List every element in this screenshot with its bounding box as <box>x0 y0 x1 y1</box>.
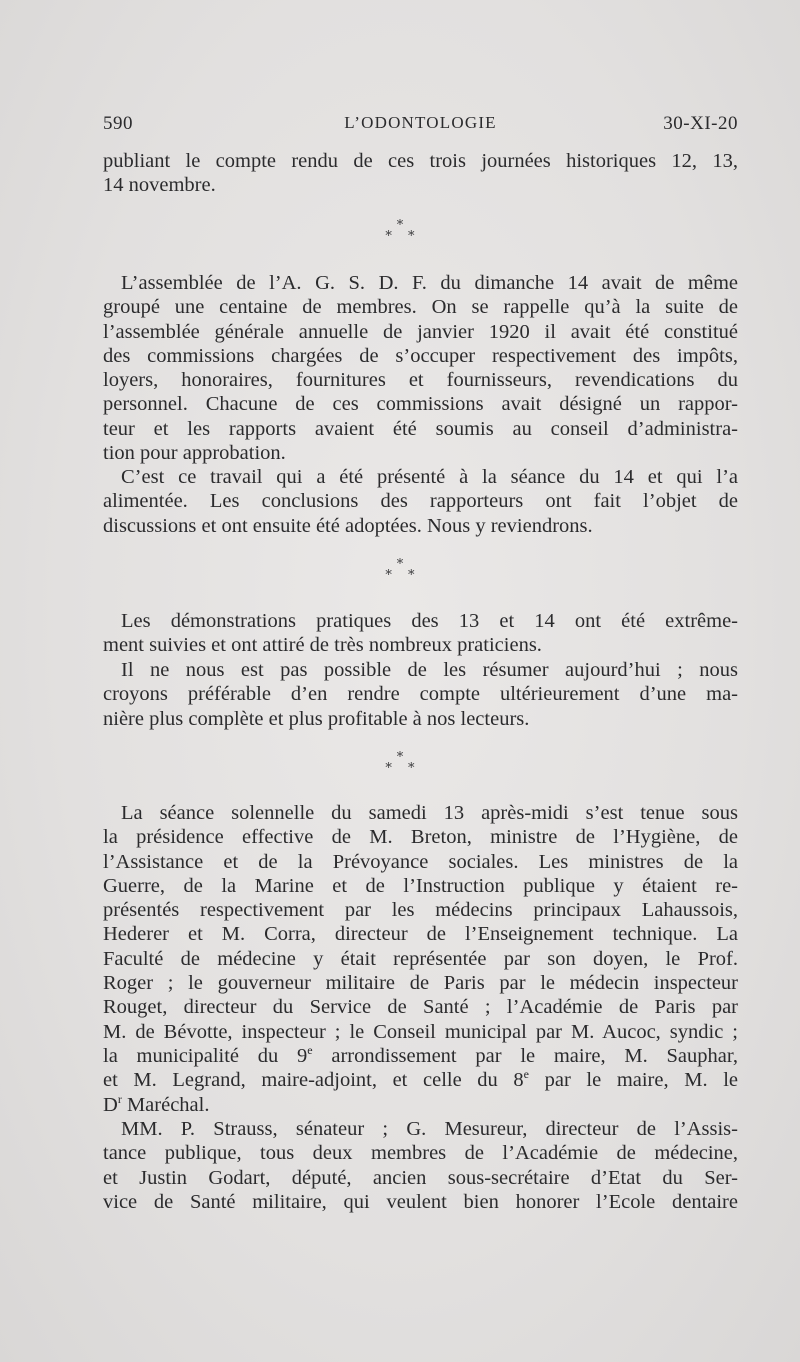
text-line: vice de Santé militaire, qui veulent bien honorer l’Ecole dentaire <box>103 1190 738 1213</box>
text-line: Faculté de médecine y était représentée par son doyen, le Prof. <box>103 947 738 970</box>
paragraph-agsdf-assembly <box>103 271 738 465</box>
text-line: groupé une centaine de membres. On se rappelle qu’à la suite de <box>103 296 738 319</box>
text-line: teur et les rapports avaient été soumis au conseil d’administra- <box>103 417 738 440</box>
paragraph-work-presented <box>103 465 738 538</box>
text-line: la municipalité du 9e arrondissement par le maire, M. Sauphar, <box>103 1043 739 1067</box>
text-line: ment suivies et ont attiré de très nombreux praticiens. <box>103 634 542 657</box>
text-line: M. de Bévotte, inspecteur ; le Conseil municipal par M. Aucoc, syndic ; <box>103 1020 738 1043</box>
text-line: 14 novembre. <box>103 174 216 197</box>
paragraph-summary-deferred <box>103 658 738 731</box>
page-number: 590 <box>103 113 133 134</box>
running-header <box>103 113 738 139</box>
text-line: et M. Legrand, maire-adjoint, et celle du 8e par le maire, M. le <box>103 1067 738 1092</box>
text-line: Hederer et M. Corra, directeur de l’Enseignement technique. La <box>103 923 738 946</box>
text-line: personnel. Chacune de ces commissions avait désigné un rappor- <box>103 393 738 416</box>
running-title: L’ODONTOLOGIE <box>344 113 497 132</box>
text-line: MM. P. Strauss, sénateur ; G. Mesureur, directeur de l’Assis- <box>121 1118 738 1140</box>
paragraph-solemn-session <box>103 801 738 1117</box>
text-line: croyons préférable d’en rendre compte ultérieurement d’une ma- <box>103 683 738 706</box>
text-line: Les démonstrations pratiques des 13 et 14 ont été extrême- <box>121 610 738 632</box>
text-line: L’assemblée de l’A. G. S. D. F. du dimanche 14 avait de même <box>121 272 738 294</box>
text-line: C’est ce travail qui a été présenté à la séance du 14 et qui l’a <box>121 466 738 488</box>
text-line: nière plus complète et plus profitable à nos lecteurs. <box>103 707 530 730</box>
issue-date: 30-XI-20 <box>663 113 738 134</box>
text-line: et Justin Godart, député, ancien sous-secrétaire d’Etat du Ser- <box>103 1166 738 1189</box>
text-line: Roger ; le gouverneur militaire de Paris par le médecin inspecteur <box>103 972 738 995</box>
text-line: l’assemblée générale annuelle de janvier 1920 il avait été constitué <box>103 320 738 343</box>
asterism-divider: * * * <box>385 750 421 776</box>
text-line: loyers, honoraires, fournitures et fournisseurs, revendications du <box>103 369 738 392</box>
text-line: discussions et ont ensuite été adoptées. Nous y reviendrons. <box>103 514 593 537</box>
asterism-divider: * * * <box>385 557 421 583</box>
text-line: Guerre, de la Marine et de l’Instruction publique y étaient re- <box>103 874 738 897</box>
text-line: La séance solennelle du samedi 13 après-midi s’est tenue sous <box>121 802 738 824</box>
paragraph-continuation <box>103 149 738 198</box>
text-line: Rouget, directeur du Service de Santé ; l’Académie de Paris par <box>103 996 738 1019</box>
text-line: $D^r$ Maréchal. <box>103 1091 210 1116</box>
asterism-divider: * * * <box>385 218 421 244</box>
text-line: alimentée. Les conclusions des rapporteurs ont fait l’objet de <box>103 490 738 513</box>
text-line: l’Assistance et de la Prévoyance sociales. Les ministres de la <box>103 850 738 873</box>
text-line: tance publique, tous deux membres de l’Académie de médecine, <box>103 1142 738 1165</box>
paragraph-guests <box>103 1117 738 1214</box>
paragraph-demonstrations <box>103 609 738 658</box>
text-line: Il ne nous est pas possible de les résumer aujourd’hui ; nous <box>121 659 738 681</box>
text-line: publiant le compte rendu de ces trois journées historiques 12, 13, <box>103 150 738 172</box>
text-line: présentés respectivement par les médecins principaux Lahaussois, <box>103 899 738 922</box>
text-line: la présidence effective de M. Breton, ministre de l’Hygiène, de <box>103 826 738 849</box>
text-line: tion pour approbation. <box>103 442 286 465</box>
text-line: des commissions chargées de s’occuper respectivement des impôts, <box>103 344 738 367</box>
